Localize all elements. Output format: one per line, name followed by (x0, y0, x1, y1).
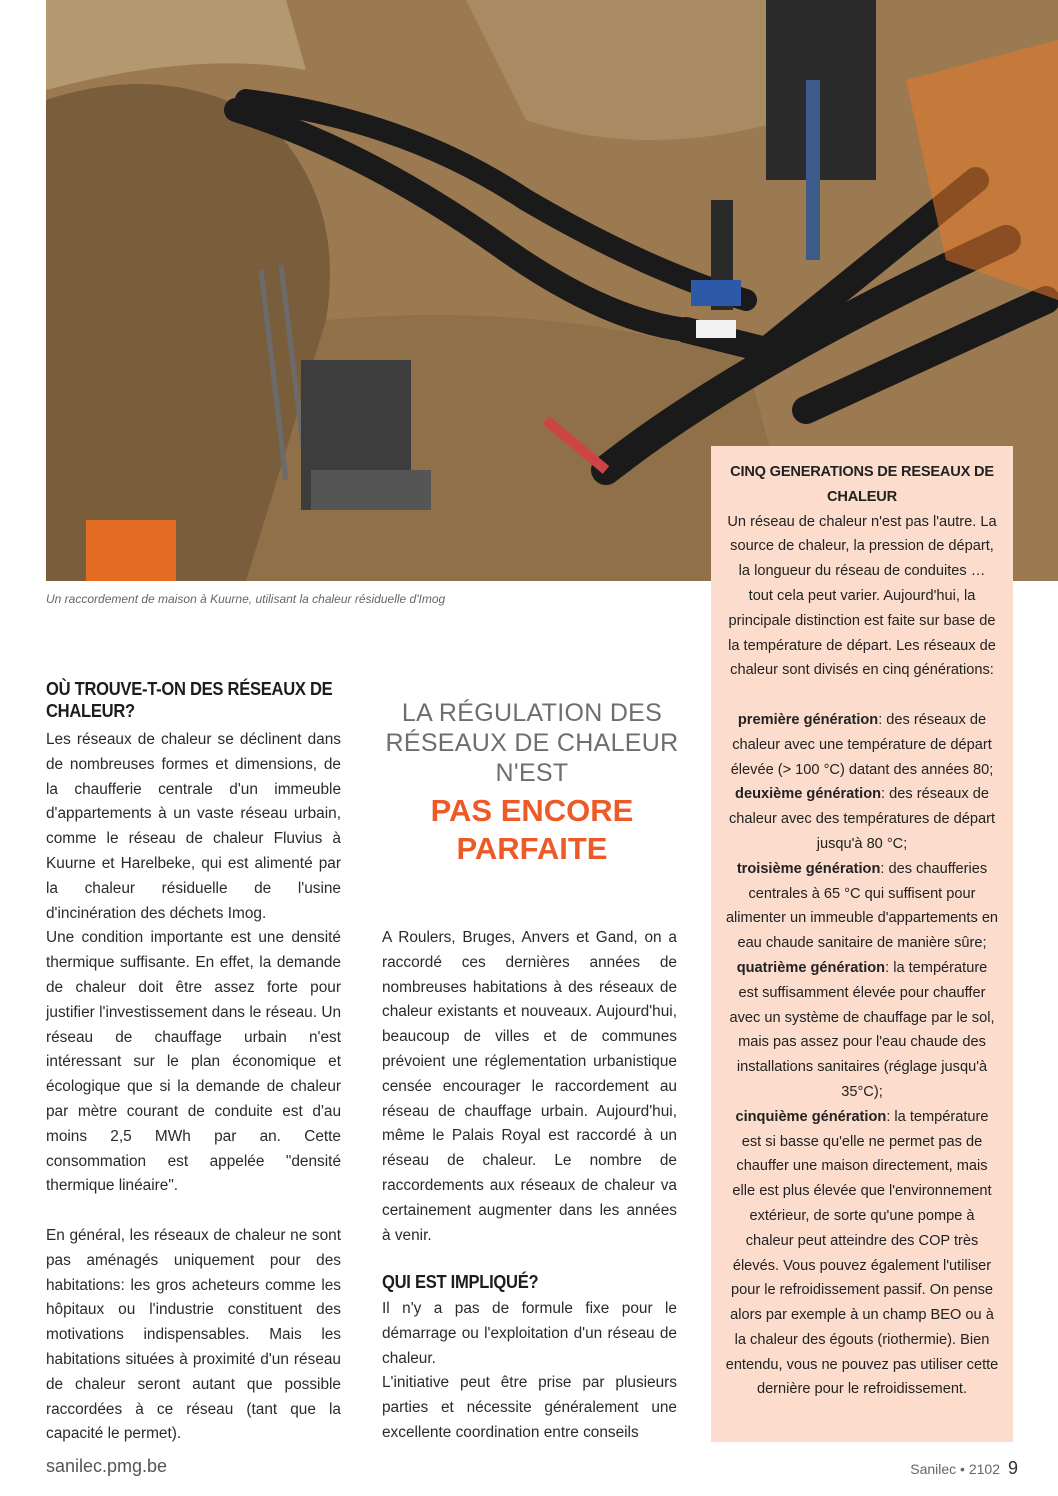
generation-term: deuxième génération (735, 786, 882, 803)
generation-term: première génération (737, 711, 879, 728)
middle-column (382, 926, 677, 1248)
paragraph: En général, les réseaux de chaleur ne sont pas aménagés uniquement pour des habitations: les gros acheteurs comme les hôpitaux ou l'industrie constituent des motivations indispensables. Mais les habitations situées à proximité d'un réseau de chaleur seront autant que possible raccordées à ce réseau (tant que la capacité le permet). (46, 1226, 341, 1443)
photo-caption: Un raccordement de maison à Kuurne, utilisant la chaleur résiduelle d'Imog (46, 592, 446, 606)
paragraph: A Roulers, Bruges, Anvers et Gand, on a raccordé ces dernières années de nombreuses habitations à des réseaux de chaleur existants et nouveaux. Aujourd'hui, beaucoup de villes et de communes prévoient une réglementation urbanistique censée encourager le raccordement au réseau de chauffage urbain. Aujourd'hui, même le Palais Royal est raccordé à un réseau de chaleur. Le nombre de raccordements aux réseaux de chaleur va certainement augmenter dans les années à venir. (382, 929, 677, 1244)
paragraph: Il n'y a pas de formule fixe pour le démarrage ou l'exploitation d'un réseau de chaleur. (382, 1300, 677, 1367)
page-number: 9 (1007, 1458, 1018, 1478)
generation-term: quatrième génération (736, 959, 886, 976)
generation-term: troisième génération (736, 860, 881, 877)
paragraph: Les réseaux de chaleur se déclinent dans de nombreuses formes et dimensions, de la chaufferie centrale d'un immeuble d'appartements à un vaste réseau urbain, comme le réseau de chaleur Fluvius à Kuurne et Harelbeke, qui est alimenté par la chaleur résiduelle de l'usine d'incinération des déchets Imog. (46, 731, 341, 922)
generation-item: deuxième génération: des réseaux de chaleur avec des températures de départ jusqu'à 80 °C; (728, 786, 996, 852)
paragraph: L'initiative peut être prise par plusieurs parties et nécessite généralement une excellente coordination entre conseils (382, 1374, 677, 1441)
paragraph: Une condition importante est une densité thermique suffisante. En effet, la demande de chaleur doit être assez forte pour justifier l'investissement dans le réseau. Un réseau de chauffage urbain n'est intéressant sur le plan économique et écologique que si la demande de chaleur par mètre courant de conduite est d'au moins 2,5 MWh par an. Cette consommation est appelée "densité thermique linéaire". (46, 929, 341, 1195)
pull-quote-light: LA RÉGULATION DES RÉSEAUX DE CHALEUR N'EST (385, 699, 679, 787)
generation-item: troisième génération: des chaufferies centrales à 65 °C qui suffisent pour alimenter un immeuble d'appartements en eau chaude sanitaire de manière sûre; (725, 860, 999, 952)
section-heading-where: OÙ TROUVE-T-ON DES RÉSEAUX DE CHALEUR? (46, 679, 333, 721)
section-heading-who: QUI EST IMPLIQUÉ? (382, 1272, 539, 1292)
issue-label: Sanilec • 2102 (910, 1461, 1000, 1477)
generation-item: cinquième génération: la température est si basse qu'elle ne permet pas de chauffer une maison directement, mais elle est plus élevée que l'environnement extérieur, de sorte qu'une pompe à chaleur peut atteindre des COP très élevés. Vous pouvez également l'utiliser pour le refroidissement passif. On pense alors par exemple à un champ BEO ou à la chaleur des égouts (riothermie). Bien entendu, vous ne pouvez pas utiliser cette dernière pour le refroidissement. (725, 1108, 999, 1398)
generation-item: première génération: des réseaux de chaleur avec une température de départ élevée (> 100 °C) datant des années 80; (730, 711, 994, 778)
left-column (46, 728, 341, 1447)
sidebar-title: CINQ GENERATIONS DE RESEAUX DE CHALEUR (730, 464, 994, 505)
middle-column-continued (382, 1297, 677, 1446)
sidebar-box (711, 446, 1013, 1442)
website-link[interactable]: sanilec.pmg.be (46, 1456, 168, 1476)
pull-quote (382, 698, 682, 868)
generation-item: quatrième génération: la température est suffisamment élevée pour chauffer avec un système de chauffage par le sol, mais pas assez pour l'eau chaude des installations sanitaires (réglage jusqu'à 35°C); (729, 959, 995, 1100)
generation-term: cinquième génération (735, 1108, 887, 1125)
footer-issue (910, 1458, 1018, 1479)
pull-quote-strong: PAS ENCORE PARFAITE (430, 793, 634, 866)
sidebar-intro: Un réseau de chaleur n'est pas l'autre. La source de chaleur, la pression de départ, la longueur du réseau de conduites … tout cela peut varier. Aujourd'hui, la principale distinction est faite sur base de la température de départ. Les réseaux de chaleur sont divisés en cinq générations: (727, 513, 997, 679)
